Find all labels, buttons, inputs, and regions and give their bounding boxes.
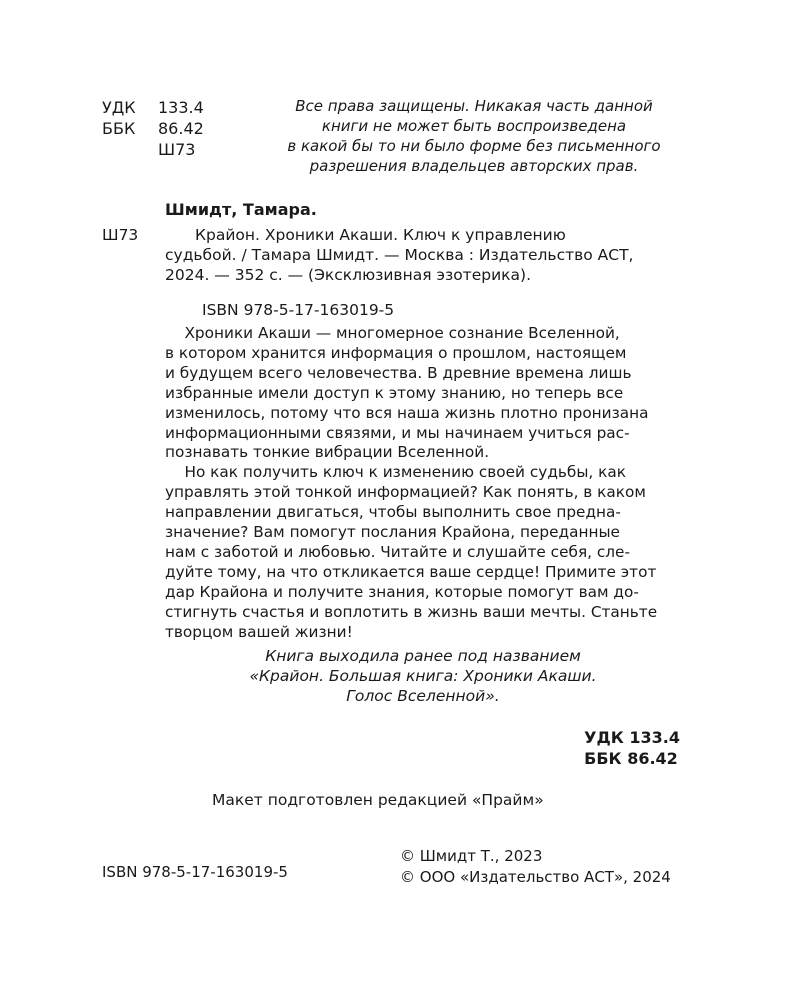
bbk-bottom: ББК 86.42 [584,749,678,768]
rights-notice [258,96,690,176]
classification-bottom [584,727,680,769]
annotation-line: избранные имели доступ к этому знанию, но теперь все [165,383,624,402]
previous-title-line: Голос Вселенной». [346,687,500,705]
biblio-line: судьбой. / Тамара Шмидт. — Москва : Издательство АСТ, [165,246,634,264]
classification-value: 86.42 [158,119,204,138]
rights-line: Все права защищены. Никакая часть данной [295,97,653,115]
annotation-line: стигнуть счастья и воплотить в жизнь ваши мечты. Станьте [165,602,658,621]
biblio-line: Крайон. Хроники Акаши. Ключ к управлению [195,226,566,244]
annotation-line: значение? Вам помогут послания Крайона, переданные [165,523,620,542]
prepared-by: Макет подготовлен редакцией «Прайм» [212,791,544,809]
rights-line: в какой бы то ни было форме без письменного [287,137,661,155]
annotation-line: информационными связями, и мы начинаем учиться рас- [165,423,630,442]
annotation-line: управлять этой тонкой информацией? Как понять, в каком [165,483,646,502]
rights-line: разрешения владельцев авторских прав. [309,157,639,175]
udk-bottom: УДК 133.4 [584,728,680,747]
classification-value: 133.4 [158,98,204,117]
previous-title-line: Книга выходила ранее под названием [265,647,581,665]
isbn-bottom: ISBN 978-5-17-163019-5 [102,863,288,881]
isbn-top: ISBN 978-5-17-163019-5 [202,301,395,319]
annotation [165,324,680,643]
annotation-line: дар Крайона и получите знания, которые помогут вам до- [165,582,639,601]
author-mark: Ш73 [102,226,139,244]
annotation-line: Хроники Акаши — многомерное сознание Вселенной, [165,324,620,342]
annotation-line: познавать тонкие вибрации Вселенной. [165,443,490,462]
previous-title-line: «Крайон. Большая книга: Хроники Акаши. [249,667,597,685]
classification-value: Ш73 [158,140,196,159]
annotation-line: Но как получить ключ к изменению своей судьбы, как [165,463,627,482]
annotation-line: изменилось, потому что вся наша жизнь плотно пронизана [165,403,649,422]
annotation-line: дуйте тому, на что откликается ваше сердце! Примите этот [165,562,657,581]
copyright-line: © Шмидт Т., 2023 [400,847,543,865]
classification-label: УДК [102,98,136,117]
annotation-line: направлении двигаться, чтобы выполнить свое предна- [165,503,621,522]
author-heading: Шмидт, Тамара. [165,200,317,219]
annotation-line: и будущем всего человечества. В древние времена лишь [165,363,632,382]
annotation-line: в котором хранится информация о прошлом, настоящем [165,343,627,362]
annotation-line: творцом вашей жизни! [165,622,353,641]
bibliographic-description [165,225,633,285]
rights-line: книги не может быть воспроизведена [321,117,627,135]
previous-title-note [165,646,681,706]
classification-label: ББК [102,119,136,138]
copyright-block [400,846,671,888]
biblio-line: 2024. — 352 с. — (Эксклюзивная эзотерика). [165,266,531,284]
annotation-line: нам с заботой и любовью. Читайте и слушайте себя, сле- [165,542,630,561]
copyright-line: © ООО «Издательство АСТ», 2024 [400,868,671,886]
